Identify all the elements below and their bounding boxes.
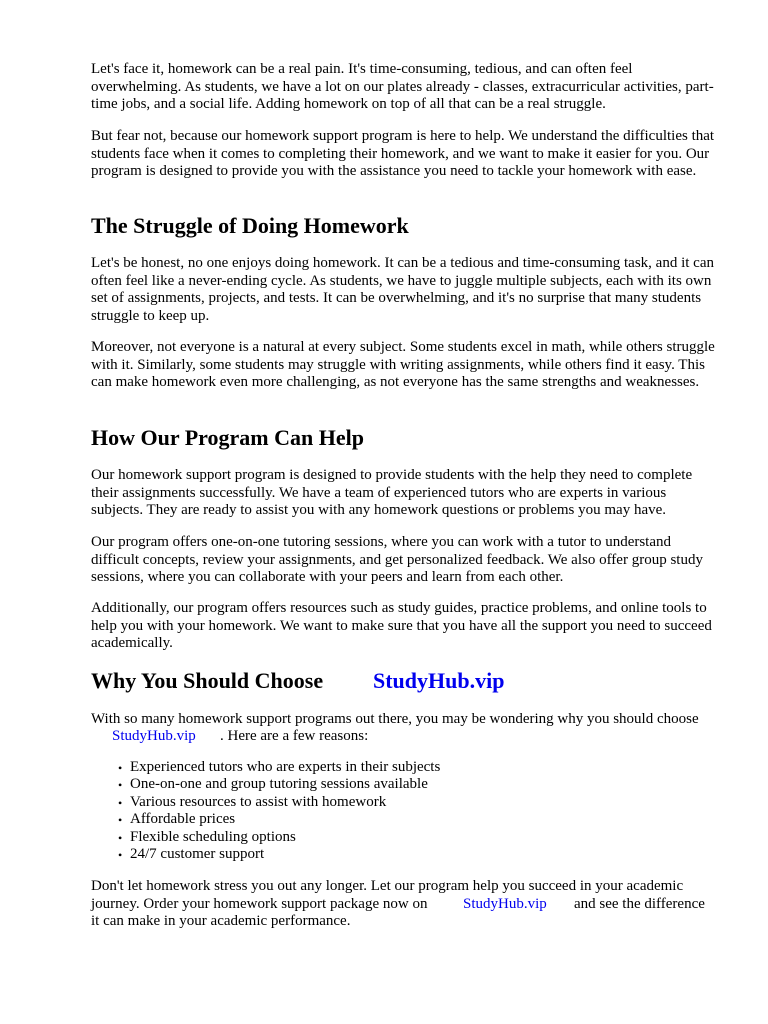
closing-studyhub-link[interactable]: StudyHub.vip xyxy=(463,896,547,912)
heading-struggle: The Struggle of Doing Homework xyxy=(91,213,409,238)
closing-line-1: Don't let homework stress you out any longer. Let our program help you succeed in your academic xyxy=(91,878,684,894)
closing-line-2-end: and see the difference xyxy=(574,896,705,912)
list-item: • Experienced tutors who are experts in their subjects xyxy=(118,759,440,776)
heading-choose: Why You Should Choose xyxy=(91,668,324,693)
intro-paragraph-2: But fear not, because our homework support program is here to help. We understand the difficulties that students face when it comes to completing their homework, and we want to make it easier for you. Our program is designed to provide you with the assistance you need to tackle your homework with ease. xyxy=(91,128,715,179)
help-paragraph-2: Our program offers one-on-one tutoring sessions, where you can work with a tutor to understand difficult concepts, review your assignments, and get personalized feedback. We also offer group study sessions, where you can collaborate with your peers and learn from each other. xyxy=(91,534,703,585)
heading-help: How Our Program Can Help xyxy=(91,425,364,450)
reasons-list xyxy=(118,759,440,863)
list-item: • Various resources to assist with homework xyxy=(118,794,440,811)
struggle-paragraph-1: Let's be honest, no one enjoys doing homework. It can be a tedious and time-consuming task, and it can often feel like a never-ending cycle. As students, we have to juggle multiple subjects, each with its own set of assignments, projects, and tests. It can be overwhelming, and it's no surprise that many students struggle to keep up. xyxy=(91,255,714,324)
closing-line-3: it can make in your academic performance. xyxy=(91,913,351,929)
help-paragraph-3: Additionally, our program offers resources such as study guides, practice problems, and online tools to help you with your homework. We want to make sure that you have all the support you need to succeed academically. xyxy=(91,600,712,651)
list-item: • 24/7 customer support xyxy=(118,846,440,863)
choose-intro-line-2: . Here are a few reasons: xyxy=(220,728,369,744)
list-item: • Affordable prices xyxy=(118,811,440,828)
list-item: • One-on-one and group tutoring sessions available xyxy=(118,776,440,793)
heading-studyhub-link[interactable]: StudyHub.vip xyxy=(373,668,505,693)
help-paragraph-1: Our homework support program is designed to provide students with the help they need to complete their assignments successfully. We have a team of experienced tutors who are experts in various subjects. They are ready to assist you with any homework questions or problems you may have. xyxy=(91,467,693,518)
list-item: • Flexible scheduling options xyxy=(118,829,440,846)
choose-intro-line-1: With so many homework support programs out there, you may be wondering why you should choose xyxy=(91,711,699,727)
struggle-paragraph-2: Moreover, not everyone is a natural at every subject. Some students excel in math, while others struggle with it. Similarly, some students may struggle with writing assignments, while others find it easy. This can make homework even more challenging, as not everyone has the same strengths and weaknesses. xyxy=(91,339,715,390)
closing-line-2: journey. Order your homework support package now on xyxy=(91,896,428,912)
intro-paragraph-1: Let's face it, homework can be a real pain. It's time-consuming, tedious, and can often feel overwhelming. As students, we have a lot on our plates already - classes, extracurricular activities, part-time jobs, and a social life. Adding homework on top of all that can be a real struggle. xyxy=(91,61,714,112)
intro-studyhub-link[interactable]: StudyHub.vip xyxy=(112,728,196,744)
